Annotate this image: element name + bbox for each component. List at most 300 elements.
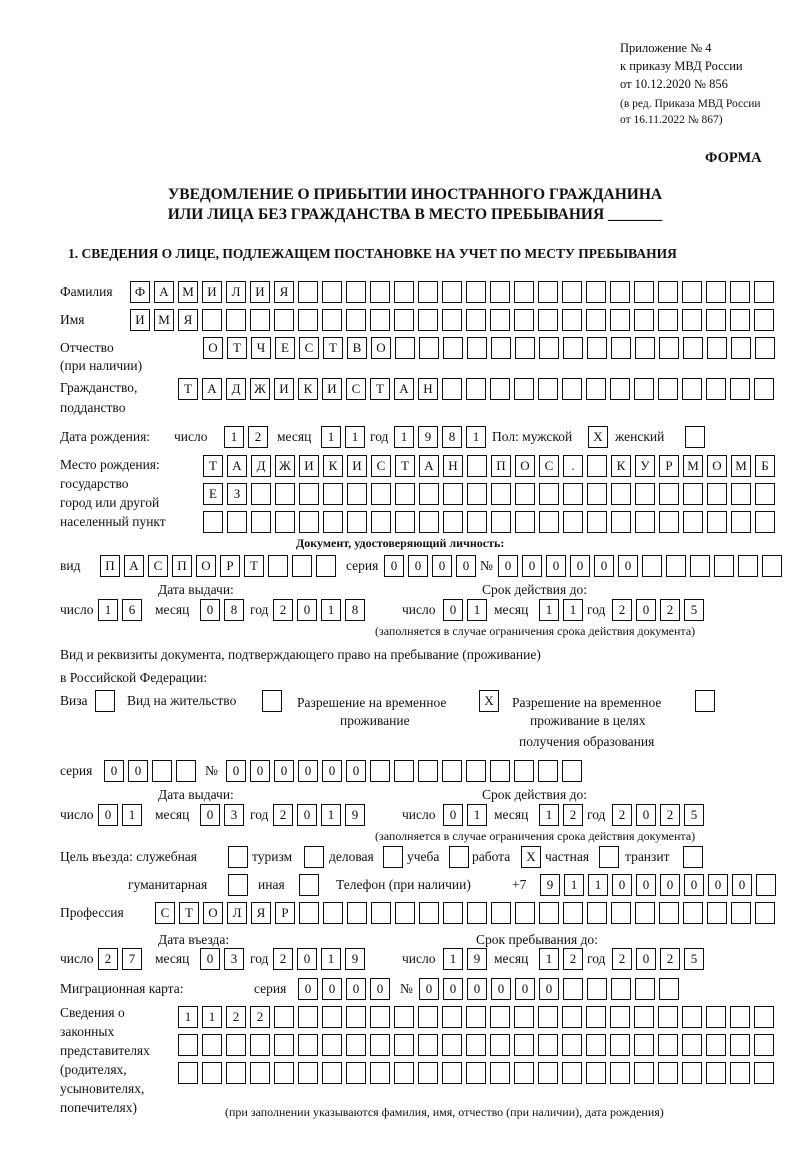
char-box-rep-2[interactable] — [418, 1034, 438, 1056]
char-box-rep-3[interactable] — [394, 1062, 414, 1084]
char-box-stay-issue-year[interactable]: 0 — [297, 804, 317, 826]
char-box-id-issue-year[interactable]: 8 — [345, 599, 365, 621]
char-box-name[interactable] — [346, 309, 366, 331]
char-box-name[interactable] — [418, 309, 438, 331]
char-box-patronymic[interactable] — [611, 337, 631, 359]
char-box-birthplace-2[interactable] — [683, 483, 703, 505]
char-box-name[interactable] — [682, 309, 702, 331]
char-box-birthplace-3[interactable] — [659, 511, 679, 533]
char-box-id-kind[interactable]: А — [124, 555, 144, 577]
char-box-rep-2[interactable] — [682, 1034, 702, 1056]
checkbox-p-service[interactable] — [228, 846, 248, 868]
char-box-rep-1[interactable]: 2 — [226, 1006, 246, 1028]
char-box-stay-number[interactable]: 0 — [250, 760, 270, 782]
char-box-surname[interactable] — [442, 281, 462, 303]
char-box-birthplace-2[interactable] — [395, 483, 415, 505]
char-box-stay-number[interactable] — [514, 760, 534, 782]
char-box-profession[interactable] — [515, 902, 535, 924]
char-box-rep-1[interactable]: 1 — [202, 1006, 222, 1028]
char-box-id-issue-day[interactable]: 6 — [122, 599, 142, 621]
char-box-mig-number[interactable] — [659, 978, 679, 1000]
char-box-rep-1[interactable] — [442, 1006, 462, 1028]
char-box-birthplace-1[interactable]: И — [299, 455, 319, 477]
char-box-surname[interactable]: М — [178, 281, 198, 303]
char-box-birthplace-3[interactable] — [203, 511, 223, 533]
char-box-id-series[interactable]: 0 — [384, 555, 404, 577]
char-box-until-day[interactable]: 9 — [467, 948, 487, 970]
char-box-birthplace-1[interactable]: А — [419, 455, 439, 477]
char-box-mig-number[interactable]: 0 — [515, 978, 535, 1000]
char-box-birthplace-3[interactable] — [683, 511, 703, 533]
char-box-profession[interactable]: Я — [251, 902, 271, 924]
char-box-name[interactable] — [586, 309, 606, 331]
char-box-rep-2[interactable] — [658, 1034, 678, 1056]
char-box-surname[interactable] — [538, 281, 558, 303]
char-box-rep-1[interactable] — [370, 1006, 390, 1028]
char-box-profession[interactable] — [299, 902, 319, 924]
char-box-mig-number[interactable]: 0 — [443, 978, 463, 1000]
char-box-rep-2[interactable] — [490, 1034, 510, 1056]
char-box-profession[interactable] — [467, 902, 487, 924]
char-box-mig-series[interactable]: 0 — [346, 978, 366, 1000]
char-box-patronymic[interactable] — [539, 337, 559, 359]
char-box-stay-issue-day[interactable]: 0 — [98, 804, 118, 826]
char-box-birthplace-2[interactable] — [755, 483, 775, 505]
char-box-id-kind[interactable] — [316, 555, 336, 577]
char-box-rep-1[interactable] — [418, 1006, 438, 1028]
char-box-citizenship[interactable] — [490, 378, 510, 400]
char-box-phone[interactable]: 1 — [564, 874, 584, 896]
char-box-birthplace-3[interactable] — [467, 511, 487, 533]
char-box-surname[interactable] — [346, 281, 366, 303]
char-box-id-series[interactable]: 0 — [456, 555, 476, 577]
char-box-surname[interactable] — [514, 281, 534, 303]
char-box-rep-1[interactable]: 1 — [178, 1006, 198, 1028]
char-box-birthplace-1[interactable]: Р — [659, 455, 679, 477]
char-box-name[interactable]: И — [130, 309, 150, 331]
checkbox-sex-male[interactable]: X — [588, 426, 608, 448]
char-box-stay-series[interactable] — [176, 760, 196, 782]
char-box-birthplace-2[interactable] — [587, 483, 607, 505]
char-box-rep-3[interactable] — [202, 1062, 222, 1084]
char-box-birthplace-2[interactable] — [371, 483, 391, 505]
char-box-patronymic[interactable]: Е — [275, 337, 295, 359]
char-box-birthplace-1[interactable]: . — [563, 455, 583, 477]
char-box-birthplace-3[interactable] — [419, 511, 439, 533]
char-box-birth-month[interactable]: 1 — [321, 426, 341, 448]
char-box-patronymic[interactable] — [515, 337, 535, 359]
char-box-id-issue-year[interactable]: 0 — [297, 599, 317, 621]
char-box-citizenship[interactable] — [514, 378, 534, 400]
char-box-mig-number[interactable] — [611, 978, 631, 1000]
char-box-birthplace-2[interactable] — [251, 483, 271, 505]
char-box-id-issue-month[interactable]: 0 — [200, 599, 220, 621]
char-box-citizenship[interactable] — [586, 378, 606, 400]
checkbox-p-study[interactable] — [449, 846, 469, 868]
char-box-rep-1[interactable] — [562, 1006, 582, 1028]
char-box-birthplace-2[interactable] — [299, 483, 319, 505]
char-box-mig-series[interactable]: 0 — [298, 978, 318, 1000]
char-box-birth-month[interactable]: 1 — [345, 426, 365, 448]
char-box-stay-issue-day[interactable]: 1 — [122, 804, 142, 826]
char-box-rep-3[interactable] — [682, 1062, 702, 1084]
char-box-birthplace-2[interactable] — [611, 483, 631, 505]
char-box-stay-valid-day[interactable]: 0 — [443, 804, 463, 826]
char-box-until-month[interactable]: 1 — [539, 948, 559, 970]
char-box-birthplace-1[interactable]: Ж — [275, 455, 295, 477]
char-box-name[interactable] — [442, 309, 462, 331]
char-box-rep-2[interactable] — [226, 1034, 246, 1056]
char-box-id-valid-year[interactable]: 5 — [684, 599, 704, 621]
char-box-surname[interactable] — [298, 281, 318, 303]
char-box-birthplace-2[interactable]: Е — [203, 483, 223, 505]
char-box-birthplace-3[interactable] — [731, 511, 751, 533]
char-box-citizenship[interactable]: И — [322, 378, 342, 400]
char-box-profession[interactable] — [419, 902, 439, 924]
char-box-id-issue-day[interactable]: 1 — [98, 599, 118, 621]
char-box-profession[interactable]: С — [155, 902, 175, 924]
char-box-rep-3[interactable] — [418, 1062, 438, 1084]
char-box-id-kind[interactable] — [292, 555, 312, 577]
char-box-profession[interactable] — [539, 902, 559, 924]
char-box-id-number[interactable] — [666, 555, 686, 577]
char-box-rep-3[interactable] — [250, 1062, 270, 1084]
char-box-birthplace-1[interactable]: Н — [443, 455, 463, 477]
char-box-profession[interactable]: Р — [275, 902, 295, 924]
char-box-patronymic[interactable]: О — [371, 337, 391, 359]
checkbox-p-tourism[interactable] — [304, 846, 324, 868]
char-box-birth-year[interactable]: 9 — [418, 426, 438, 448]
char-box-name[interactable] — [466, 309, 486, 331]
checkbox-temp-residence[interactable]: X — [479, 690, 499, 712]
char-box-birthplace-1[interactable]: И — [347, 455, 367, 477]
char-box-birthplace-2[interactable] — [635, 483, 655, 505]
char-box-birthplace-3[interactable] — [251, 511, 271, 533]
char-box-birthplace-1[interactable]: Б — [755, 455, 775, 477]
char-box-birth-day[interactable]: 1 — [224, 426, 244, 448]
char-box-profession[interactable]: Л — [227, 902, 247, 924]
char-box-rep-2[interactable] — [730, 1034, 750, 1056]
char-box-stay-issue-month[interactable]: 0 — [200, 804, 220, 826]
char-box-rep-2[interactable] — [274, 1034, 294, 1056]
char-box-birthplace-3[interactable] — [371, 511, 391, 533]
char-box-patronymic[interactable] — [563, 337, 583, 359]
char-box-rep-1[interactable] — [346, 1006, 366, 1028]
char-box-stay-issue-year[interactable]: 2 — [273, 804, 293, 826]
char-box-phone[interactable]: 0 — [636, 874, 656, 896]
checkbox-p-humanitarian[interactable] — [228, 874, 248, 896]
char-box-name[interactable] — [754, 309, 774, 331]
char-box-mig-number[interactable]: 0 — [467, 978, 487, 1000]
char-box-citizenship[interactable] — [538, 378, 558, 400]
char-box-id-number[interactable]: 0 — [618, 555, 638, 577]
char-box-id-issue-month[interactable]: 8 — [224, 599, 244, 621]
char-box-birthplace-2[interactable] — [275, 483, 295, 505]
char-box-name[interactable] — [514, 309, 534, 331]
char-box-name[interactable] — [274, 309, 294, 331]
char-box-id-valid-month[interactable]: 1 — [563, 599, 583, 621]
char-box-mig-number[interactable] — [587, 978, 607, 1000]
char-box-entry-day[interactable]: 2 — [98, 948, 118, 970]
char-box-stay-number[interactable] — [442, 760, 462, 782]
char-box-citizenship[interactable]: Н — [418, 378, 438, 400]
char-box-stay-series[interactable]: 0 — [128, 760, 148, 782]
char-box-birthplace-3[interactable] — [515, 511, 535, 533]
char-box-id-kind[interactable]: О — [196, 555, 216, 577]
char-box-id-number[interactable] — [714, 555, 734, 577]
char-box-birthplace-3[interactable] — [227, 511, 247, 533]
char-box-patronymic[interactable]: С — [299, 337, 319, 359]
char-box-birthplace-3[interactable] — [611, 511, 631, 533]
char-box-rep-3[interactable] — [346, 1062, 366, 1084]
char-box-surname[interactable] — [490, 281, 510, 303]
char-box-rep-1[interactable] — [658, 1006, 678, 1028]
char-box-id-number[interactable] — [762, 555, 782, 577]
char-box-rep-3[interactable] — [706, 1062, 726, 1084]
char-box-rep-1[interactable]: 2 — [250, 1006, 270, 1028]
char-box-rep-3[interactable] — [178, 1062, 198, 1084]
char-box-name[interactable] — [394, 309, 414, 331]
char-box-birthplace-2[interactable] — [539, 483, 559, 505]
char-box-profession[interactable] — [347, 902, 367, 924]
char-box-citizenship[interactable] — [442, 378, 462, 400]
char-box-surname[interactable] — [394, 281, 414, 303]
char-box-patronymic[interactable] — [587, 337, 607, 359]
char-box-patronymic[interactable] — [707, 337, 727, 359]
char-box-phone[interactable] — [756, 874, 776, 896]
char-box-until-year[interactable]: 2 — [612, 948, 632, 970]
char-box-stay-valid-year[interactable]: 0 — [636, 804, 656, 826]
char-box-rep-1[interactable] — [466, 1006, 486, 1028]
char-box-name[interactable] — [322, 309, 342, 331]
char-box-birth-year[interactable]: 8 — [442, 426, 462, 448]
char-box-citizenship[interactable] — [730, 378, 750, 400]
char-box-patronymic[interactable] — [683, 337, 703, 359]
char-box-surname[interactable]: И — [250, 281, 270, 303]
char-box-citizenship[interactable]: С — [346, 378, 366, 400]
checkbox-p-work[interactable]: X — [521, 846, 541, 868]
char-box-entry-month[interactable]: 0 — [200, 948, 220, 970]
char-box-rep-2[interactable] — [442, 1034, 462, 1056]
char-box-birthplace-3[interactable] — [299, 511, 319, 533]
char-box-birthplace-1[interactable]: Д — [251, 455, 271, 477]
char-box-rep-3[interactable] — [442, 1062, 462, 1084]
char-box-id-number[interactable]: 0 — [594, 555, 614, 577]
char-box-stay-number[interactable] — [418, 760, 438, 782]
char-box-mig-number[interactable] — [635, 978, 655, 1000]
char-box-id-valid-year[interactable]: 2 — [660, 599, 680, 621]
char-box-rep-2[interactable] — [586, 1034, 606, 1056]
char-box-id-kind[interactable] — [268, 555, 288, 577]
char-box-id-number[interactable]: 0 — [498, 555, 518, 577]
char-box-profession[interactable] — [587, 902, 607, 924]
char-box-entry-year[interactable]: 0 — [297, 948, 317, 970]
char-box-birthplace-1[interactable]: А — [227, 455, 247, 477]
char-box-birthplace-1[interactable]: К — [611, 455, 631, 477]
char-box-stay-valid-month[interactable]: 2 — [563, 804, 583, 826]
char-box-rep-1[interactable] — [274, 1006, 294, 1028]
char-box-rep-3[interactable] — [298, 1062, 318, 1084]
char-box-rep-2[interactable] — [202, 1034, 222, 1056]
char-box-patronymic[interactable] — [491, 337, 511, 359]
char-box-birthplace-2[interactable] — [347, 483, 367, 505]
char-box-id-valid-day[interactable]: 0 — [443, 599, 463, 621]
char-box-stay-number[interactable]: 0 — [322, 760, 342, 782]
char-box-citizenship[interactable]: К — [298, 378, 318, 400]
char-box-rep-3[interactable] — [730, 1062, 750, 1084]
char-box-profession[interactable] — [323, 902, 343, 924]
char-box-rep-1[interactable] — [706, 1006, 726, 1028]
char-box-rep-3[interactable] — [274, 1062, 294, 1084]
char-box-id-number[interactable] — [642, 555, 662, 577]
char-box-rep-3[interactable] — [538, 1062, 558, 1084]
checkbox-p-business[interactable] — [383, 846, 403, 868]
char-box-id-kind[interactable]: П — [100, 555, 120, 577]
char-box-until-day[interactable]: 1 — [443, 948, 463, 970]
char-box-birthplace-2[interactable] — [707, 483, 727, 505]
char-box-rep-3[interactable] — [370, 1062, 390, 1084]
char-box-surname[interactable] — [322, 281, 342, 303]
char-box-rep-2[interactable] — [634, 1034, 654, 1056]
char-box-name[interactable]: Я — [178, 309, 198, 331]
char-box-stay-number[interactable] — [562, 760, 582, 782]
char-box-stay-number[interactable] — [370, 760, 390, 782]
char-box-citizenship[interactable] — [610, 378, 630, 400]
char-box-id-valid-year[interactable]: 0 — [636, 599, 656, 621]
char-box-rep-3[interactable] — [514, 1062, 534, 1084]
char-box-rep-3[interactable] — [754, 1062, 774, 1084]
char-box-birthplace-3[interactable] — [443, 511, 463, 533]
char-box-patronymic[interactable]: Ч — [251, 337, 271, 359]
char-box-name[interactable] — [730, 309, 750, 331]
char-box-citizenship[interactable] — [634, 378, 654, 400]
char-box-birthplace-1[interactable]: О — [707, 455, 727, 477]
char-box-id-number[interactable]: 0 — [546, 555, 566, 577]
char-box-stay-number[interactable] — [466, 760, 486, 782]
char-box-name[interactable] — [538, 309, 558, 331]
char-box-until-month[interactable]: 2 — [563, 948, 583, 970]
char-box-rep-1[interactable] — [754, 1006, 774, 1028]
char-box-surname[interactable]: И — [202, 281, 222, 303]
char-box-name[interactable] — [226, 309, 246, 331]
char-box-birthplace-3[interactable] — [635, 511, 655, 533]
char-box-phone[interactable]: 0 — [732, 874, 752, 896]
char-box-profession[interactable] — [611, 902, 631, 924]
char-box-until-year[interactable]: 0 — [636, 948, 656, 970]
char-box-birthplace-1[interactable]: У — [635, 455, 655, 477]
char-box-surname[interactable] — [370, 281, 390, 303]
char-box-citizenship[interactable] — [658, 378, 678, 400]
char-box-rep-2[interactable] — [394, 1034, 414, 1056]
char-box-rep-3[interactable] — [466, 1062, 486, 1084]
char-box-profession[interactable] — [635, 902, 655, 924]
char-box-stay-valid-month[interactable]: 1 — [539, 804, 559, 826]
char-box-rep-2[interactable] — [346, 1034, 366, 1056]
char-box-patronymic[interactable]: О — [203, 337, 223, 359]
char-box-birthplace-3[interactable] — [275, 511, 295, 533]
char-box-patronymic[interactable] — [731, 337, 751, 359]
char-box-stay-valid-day[interactable]: 1 — [467, 804, 487, 826]
char-box-birthplace-3[interactable] — [707, 511, 727, 533]
char-box-id-valid-day[interactable]: 1 — [467, 599, 487, 621]
char-box-surname[interactable]: А — [154, 281, 174, 303]
char-box-entry-month[interactable]: 3 — [224, 948, 244, 970]
char-box-profession[interactable] — [755, 902, 775, 924]
char-box-patronymic[interactable] — [443, 337, 463, 359]
char-box-id-series[interactable]: 0 — [408, 555, 428, 577]
char-box-patronymic[interactable]: Т — [227, 337, 247, 359]
char-box-name[interactable] — [370, 309, 390, 331]
char-box-birthplace-2[interactable] — [467, 483, 487, 505]
char-box-stay-valid-year[interactable]: 5 — [684, 804, 704, 826]
char-box-birthplace-2[interactable] — [323, 483, 343, 505]
char-box-id-valid-year[interactable]: 2 — [612, 599, 632, 621]
char-box-rep-2[interactable] — [610, 1034, 630, 1056]
char-box-citizenship[interactable]: Д — [226, 378, 246, 400]
char-box-rep-2[interactable] — [370, 1034, 390, 1056]
char-box-until-year[interactable]: 2 — [660, 948, 680, 970]
char-box-stay-number[interactable]: 0 — [298, 760, 318, 782]
char-box-rep-1[interactable] — [490, 1006, 510, 1028]
char-box-id-number[interactable] — [738, 555, 758, 577]
char-box-profession[interactable] — [563, 902, 583, 924]
char-box-citizenship[interactable] — [754, 378, 774, 400]
char-box-birthplace-1[interactable]: Т — [395, 455, 415, 477]
char-box-name[interactable] — [298, 309, 318, 331]
char-box-name[interactable] — [202, 309, 222, 331]
char-box-birthplace-3[interactable] — [539, 511, 559, 533]
char-box-profession[interactable] — [707, 902, 727, 924]
char-box-surname[interactable] — [610, 281, 630, 303]
char-box-name[interactable] — [658, 309, 678, 331]
char-box-mig-number[interactable] — [563, 978, 583, 1000]
char-box-stay-issue-year[interactable]: 1 — [321, 804, 341, 826]
checkbox-p-other[interactable] — [299, 874, 319, 896]
char-box-profession[interactable] — [683, 902, 703, 924]
char-box-birthplace-1[interactable]: Т — [203, 455, 223, 477]
checkbox-residence[interactable] — [262, 690, 282, 712]
char-box-stay-number[interactable] — [394, 760, 414, 782]
checkbox-p-transit[interactable] — [683, 846, 703, 868]
char-box-birthplace-3[interactable] — [587, 511, 607, 533]
char-box-birthplace-2[interactable] — [563, 483, 583, 505]
char-box-mig-series[interactable]: 0 — [370, 978, 390, 1000]
char-box-stay-valid-year[interactable]: 2 — [660, 804, 680, 826]
char-box-birth-year[interactable]: 1 — [394, 426, 414, 448]
char-box-rep-3[interactable] — [634, 1062, 654, 1084]
char-box-rep-1[interactable] — [634, 1006, 654, 1028]
char-box-birthplace-2[interactable] — [443, 483, 463, 505]
char-box-surname[interactable] — [586, 281, 606, 303]
char-box-id-kind[interactable]: Т — [244, 555, 264, 577]
char-box-mig-series[interactable]: 0 — [322, 978, 342, 1000]
char-box-citizenship[interactable] — [706, 378, 726, 400]
char-box-rep-1[interactable] — [586, 1006, 606, 1028]
char-box-stay-valid-year[interactable]: 2 — [612, 804, 632, 826]
char-box-rep-1[interactable] — [610, 1006, 630, 1028]
char-box-surname[interactable] — [658, 281, 678, 303]
char-box-rep-3[interactable] — [322, 1062, 342, 1084]
char-box-citizenship[interactable]: Ж — [250, 378, 270, 400]
char-box-stay-issue-year[interactable]: 9 — [345, 804, 365, 826]
char-box-birthplace-3[interactable] — [491, 511, 511, 533]
char-box-rep-2[interactable] — [706, 1034, 726, 1056]
char-box-id-issue-year[interactable]: 1 — [321, 599, 341, 621]
char-box-rep-1[interactable] — [682, 1006, 702, 1028]
char-box-rep-2[interactable] — [514, 1034, 534, 1056]
char-box-stay-number[interactable] — [490, 760, 510, 782]
char-box-birthplace-3[interactable] — [323, 511, 343, 533]
